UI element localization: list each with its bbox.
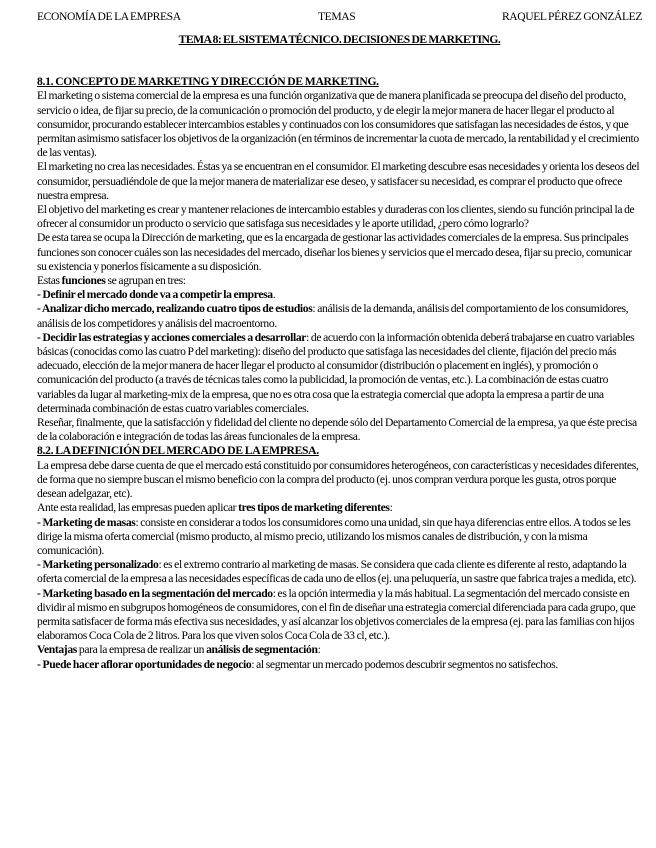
- list-item-title: - Definir el mercado donde va a competir la empresa: [37, 288, 273, 302]
- section-8-2: [37, 444, 642, 671]
- list-item: [37, 558, 642, 586]
- paragraph: El marketing no crea las necesidades. Éstas ya se encuentran en el consumidor. El marketing descubre esas necesidades y orienta los deseos del consumidor, persuadiéndole de que la mejor manera de materializar ese deseo, y satisfacer su necesidad, es comprar el producto que ofrece nuestra empresa.: [37, 160, 640, 202]
- list-item: [37, 587, 642, 644]
- text-run: Ante esta realidad, las empresas pueden aplicar: [37, 501, 239, 515]
- section-heading: 8.2. LA DEFINICIÓN DEL MERCADO DE LA EMPRESA.: [37, 444, 319, 458]
- document-title: TEMA 8: EL SISTEMA TÉCNICO. DECISIONES DE MARKETING.: [178, 33, 501, 46]
- list-item-title: - Marketing basado en la segmentación del mercado: [37, 586, 273, 600]
- paragraph: El objetivo del marketing es crear y mantener relaciones de intercambio estables y duraderas con los clientes, siendo su función principal la de ofrecer al consumidor un producto o servicio que satisfaga sus necesidades y le aporte utilidad, ¿pero cómo lograrlo?: [37, 203, 635, 231]
- text-run: :: [389, 501, 393, 515]
- paragraph: [37, 274, 642, 288]
- text-run: :: [317, 643, 321, 657]
- paragraph: Reseñar, finalmente, que la satisfacción y fidelidad del cliente no depende sólo del Departamento Comercial de la empresa, ya que éste precisa de la colaboración e integración de todas las áreas funcionales de la empresa.: [37, 416, 637, 444]
- list-item-text: .: [272, 288, 276, 302]
- list-item-text: : es la opción intermedia y la más habitual. La segmentación del mercado consiste en dividir al mismo en subgrupos homogéneos de consumidores, con el fin de diseñar una estrategia comercial diferenciada para cada grupo, que permita satisfacer de forma más efectiva sus necesidades, y así alcanzar los objetivos comerciales de la empresa (ej. para las familias con hijos elaboramos Coca Cola de 2 litros. Para los que viven solos Coca Cola de 33 cl, etc.).: [37, 586, 636, 643]
- list-item-title: - Decidir las estrategias y acciones comerciales a desarrollar: [37, 330, 307, 344]
- paragraph: [37, 501, 642, 515]
- bold-term: Ventajas: [37, 643, 77, 657]
- list-item: [37, 658, 642, 672]
- header-author: RAQUEL PÉREZ GONZÁLEZ: [501, 10, 642, 23]
- list-item: [37, 288, 642, 302]
- text-run: para la empresa de realizar un: [76, 643, 207, 657]
- text-run: se agrupan en tres:: [105, 274, 186, 288]
- text-run: Estas: [37, 274, 62, 288]
- header-subject: ECONOMÍA DE LA EMPRESA: [37, 10, 181, 23]
- section-8-1: [37, 75, 642, 444]
- bold-term: análisis de segmentación: [206, 643, 318, 657]
- list-item-text: : de acuerdo con la información obtenida deberá trabajarse en cuatro variables básicas (conocidas como las cuatro P del marketing): diseño del producto que satisfaga las necesidades del cliente, fijación del precio más adecuado, elección de la mejor manera de hacer llegar el producto al consumidor (distribución o placement en inglés), y promoción o comunicación del producto (a través de técnicas tales como la publicidad, la promoción de ventas, etc.). La combinación de estas cuatro variables da lugar al marketing-mix de la empresa, que no es otra cosa que la estrategia comercial que adopta la empresa a partir de una determinada combinación de estas cuatro variables comerciales.: [37, 330, 635, 415]
- list-item: [37, 302, 642, 330]
- list-item-text: : es el extremo contrario al marketing de masas. Se considera que cada cliente es diferente al resto, adaptando la oferta comercial de la empresa a las necesidades específicas de cada uno de ellos (ej. una peluquería, un sastre que fabrica trajes a medida, etc).: [37, 558, 637, 586]
- list-item: [37, 516, 642, 559]
- list-item-title: - Marketing de masas: [37, 515, 136, 529]
- paragraph: [37, 643, 642, 657]
- paragraph: De esta tarea se ocupa la Dirección de marketing, que es la encargada de gestionar las actividades comerciales de la empresa. Sus principales funciones son conocer cuáles son las necesidades del mercado, diseñar los bienes y servicios que el mercado desea, fijar su precio, comunicar su existencia y ponerlos físicamente a su disposición.: [37, 231, 632, 273]
- header-section: TEMAS: [318, 10, 356, 23]
- bold-term: funciones: [61, 274, 106, 288]
- page-header: [37, 10, 642, 26]
- paragraph: El marketing o sistema comercial de la empresa es una función organizativa que de manera planificada se preocupa del diseño del producto, servicio o idea, de fijar su precio, de la comunicación o promoción del producto, y de elegir la mejor manera de hacer llegar el producto al consumidor, procurando establecer intercambios estables y continuados con los consumidores que satisfagan las necesidades de éstos, y que permitan asimismo satisfacer los objetivos de la organización (en términos de incrementar la cuota de mercado, la rentabilidad y el crecimiento de las ventas).: [37, 89, 639, 160]
- list-item-text: : análisis de la demanda, análisis del comportamiento de los consumidores, análisis de los competidores y análisis del macroentorno.: [37, 302, 629, 330]
- list-item-title: - Puede hacer aflorar oportunidades de negocio: [37, 657, 252, 671]
- list-item-text: : al segmentar un mercado podemos descubrir segmentos no satisfechos.: [251, 657, 558, 671]
- bold-term: tres tipos de marketing diferentes: [238, 501, 390, 515]
- list-item-text: : consiste en considerar a todos los consumidores como una unidad, sin que haya diferencias entre ellos. A todos se les dirige la misma oferta comercial (mismo producto, al mismo precio, utilizando los mismos canales de distribución, y con la misma comunicación).: [37, 515, 631, 557]
- list-item-title: - Marketing personalizado: [37, 558, 159, 572]
- list-item: [37, 331, 642, 416]
- paragraph: La empresa debe darse cuenta de que el mercado está constituido por consumidores heterogéneos, con características y necesidades diferentes, de forma que no siempre buscan el mismo beneficio con la compra del producto (ej. unos compran verdura porque les gusta, otros porque desean adelgazar, etc).: [37, 458, 639, 501]
- section-heading: 8.1. CONCEPTO DE MARKETING Y DIRECCIÓN DE MARKETING.: [37, 75, 379, 89]
- list-item-title: - Analizar dicho mercado, realizando cuatro tipos de estudios: [37, 302, 313, 316]
